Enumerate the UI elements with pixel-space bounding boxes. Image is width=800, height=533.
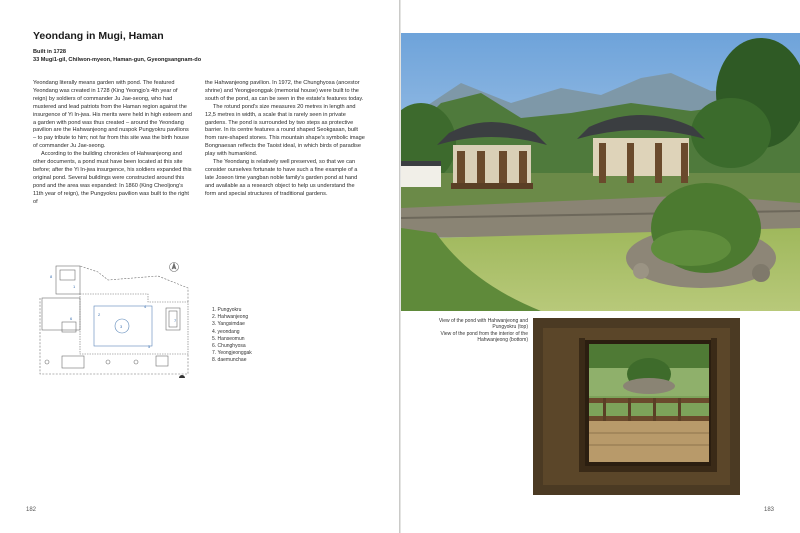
caption-top: View of the pond with Hahwanjeong and Pungyokru (top) <box>438 318 528 331</box>
legend-item: 5. Hanseomun <box>212 335 245 342</box>
paragraph: Yeondang literally means garden with pond. The featured Yeondang was created in 1728 (King Yeongjo's 4th year of reign) by soldiers of commander Ju Jae-seong, who had mustered and lead patriots from the Haman region against the insurgence of Yi In-jwa. His merits were held in high esteem and a garden with pond was thus created – around the Yeondang pavilion are the Hahwanjeong and nuspok Pungyokru pavilions – to pay tribute to him; not far from this site was the birth house of commander Ju Jae-seong. <box>33 80 192 150</box>
pond-pavilions-photo <box>401 33 800 311</box>
plan-number: 3 <box>120 324 123 329</box>
legend-item: 2. Hahwanjeong <box>212 314 249 321</box>
legend-item: 4. yeondang <box>212 328 240 335</box>
plan-number: 7 <box>174 318 177 323</box>
site-address: 33 Mugi1-gil, Chilwon-myeon, Haman-gun, Gyeongsangnam-do <box>33 57 202 63</box>
caption-bottom: View of the pond from the interior of the Hahwanjeong (bottom) <box>440 330 528 344</box>
photo-caption <box>434 318 528 344</box>
built-year: Built in 1728 <box>33 49 66 55</box>
paragraph: The rotund pond's size measures 20 metres in length and 12,5 metres in width, a scale that is rarely seen in private gardens. The pond is surrounded by two steps as protective barrier. In its centre features a round shaped Seokgasan, built from rare-shaped stones. This mountain shape's symbolic image Bongnaesan reflects the Taoist ideal, in which birds of paradise play with humankind. <box>205 103 365 158</box>
left-page <box>0 0 399 533</box>
site-meta <box>33 48 201 64</box>
page-title: Yeondang in Mugi, Haman <box>33 30 164 42</box>
site-plan-drawing <box>38 258 198 403</box>
plan-number: 6 <box>70 316 73 321</box>
legend-item: 3. Yangsimdae <box>212 321 245 328</box>
right-page <box>401 0 800 533</box>
page-number-right: 183 <box>763 507 774 513</box>
text-column-1 <box>33 80 193 207</box>
plan-legend <box>212 307 252 365</box>
page-number-left: 182 <box>26 507 37 513</box>
legend-item: 6. Chunghyosa <box>212 343 246 350</box>
text-column-2 <box>205 80 365 199</box>
entrance-marker-icon <box>179 375 185 378</box>
plan-number: 5 <box>148 344 151 349</box>
plan-number: 8 <box>50 274 53 279</box>
legend-item: 8. daemunchae <box>212 357 247 364</box>
legend-item: 7. Yeongjeonggak <box>212 350 252 357</box>
legend-item: 1. Pungyokru <box>212 307 242 313</box>
window-view-photo <box>533 318 740 495</box>
plan-number: 4 <box>144 304 147 309</box>
paragraph: The Yeondang is relatively well preserved, so that we can consider ourselves fortunate to have such a fine example of a late Joseon time yangban noble family's garden pond at hand and available as a research object to help us understand the form and special structures of traditional gardens. <box>205 159 358 197</box>
plan-number: 1 <box>73 284 76 289</box>
plan-number: 2 <box>98 312 101 317</box>
paragraph: the Hahwanjeong pavilion. In 1972, the Chunghyosa (ancestor shrine) and Yeongjeonggak (memorial house) were built to the south of the pond, as can be seen in the estate's features today. <box>205 80 364 102</box>
paragraph: According to the building chronicles of Hahwanjeong and other documents, a pond must have been located at this site before; after the Yi In-jwa insurgence, his soldiers expanded this original pond. Several buildings were constructed around this pond and the area was expanded: In 1860 (King Cheoljong's 11th year of reign), the Pungyokru pavilion was built to the right of <box>33 151 192 205</box>
